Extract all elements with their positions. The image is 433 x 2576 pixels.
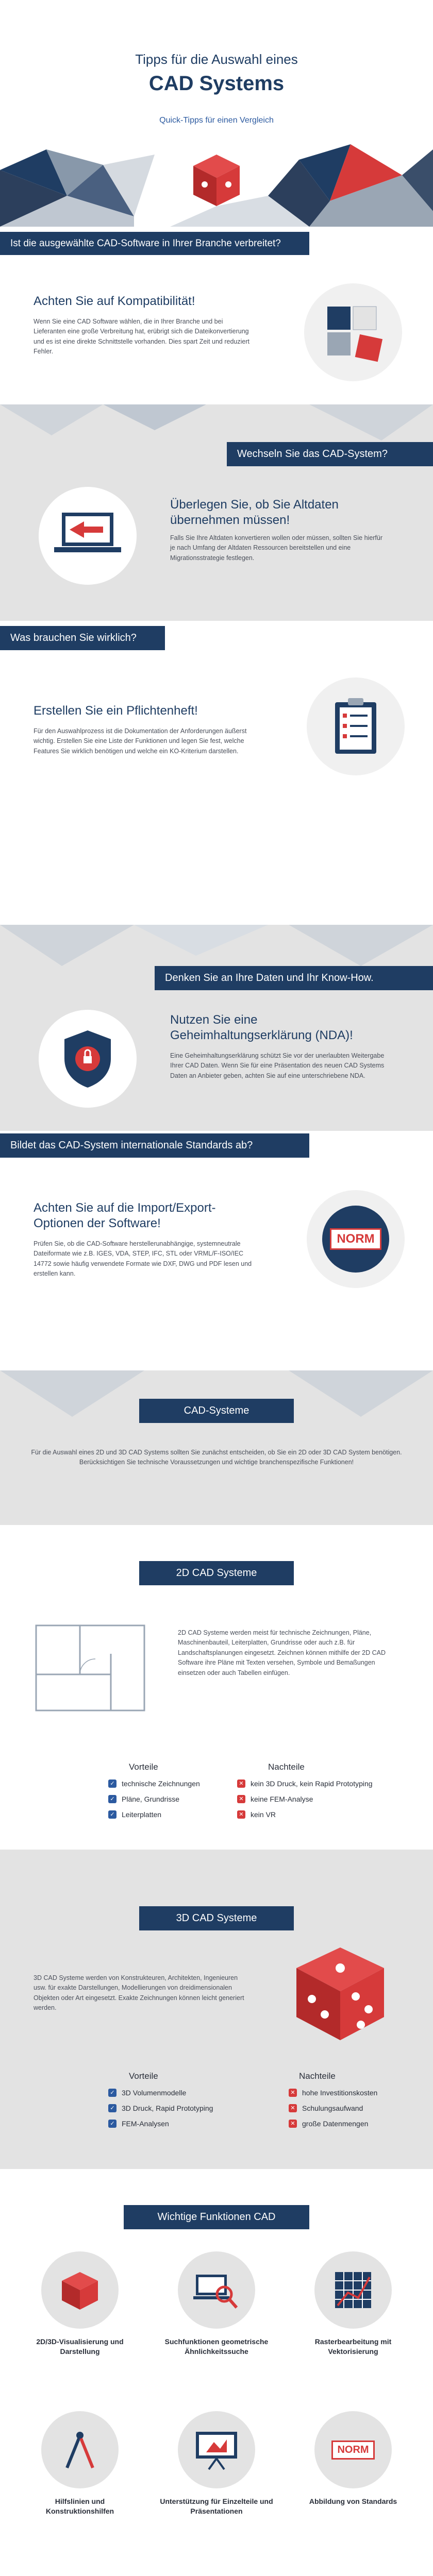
q4-text: Eine Geheimhaltungserklärung schützt Sie vor der unerlaubten Weitergabe Ihrer CAD Daten. Wenn Sie für eine Präsentation des neuen CAD Systems Daten an Anbieter geben, achten Sie auf eine unterschriebene NDA. (170, 1052, 385, 1079)
norm-icon (307, 1190, 405, 1288)
norm-badge: NORM (330, 1228, 381, 1250)
functions-section (0, 2169, 433, 2576)
cad3d-con-item: ✕ hohe Investitionskosten (289, 2089, 412, 2097)
function-card: Unterstützung für Einzelteile und Präsentationen (160, 2411, 273, 2516)
q3-section (0, 649, 433, 804)
function-card: 2D/3D-Visualisierung und Darstellung (23, 2251, 137, 2357)
cad2d-pro-item: ✓ technische Zeichnungen (108, 1780, 222, 1788)
cad2d-cons (237, 1762, 392, 1826)
check-icon: ✓ (108, 1795, 116, 1803)
cad3d-pro-item: ✓ 3D Druck, Rapid Prototyping (108, 2104, 222, 2112)
cad2d-con-item: ✕ keine FEM-Analyse (237, 1795, 392, 1803)
page-title-line1: Tipps für die Auswahl eines (135, 52, 298, 67)
q5-banner: Bildet das CAD-System internationale Standards ab? (0, 1133, 309, 1158)
q4-banner: Denken Sie an Ihre Daten und Ihr Know-How. (155, 966, 433, 990)
cad3d-pro-item: ✓ FEM-Analysen (108, 2120, 222, 2128)
presentation-icon (193, 2429, 240, 2470)
magnifier-icon (193, 2269, 240, 2311)
q5-text: Prüfen Sie, ob die CAD-Software herstellerunabhängige, systemneutrale Dateiformate wie z.B. IGES, VDA, STEP, IFC, STL oder VRML/F-ISO/IEC 14772 sowie häufig verwendete Formate wie DXF, DWG und PDF lesen und erstellen kann. (34, 1240, 252, 1278)
systems-section (0, 1370, 433, 1525)
systems-text: Für die Auswahl eines 2D und 3D CAD Systems sollten Sie zunächst entscheiden, ob Sie ein 2D oder 3D CAD System benötigen. Berücksichtigen Sie technische Voraussetzungen und wichtige branchenspezifische Funktionen! (31, 1449, 402, 1466)
cad3d-section (0, 1850, 433, 2169)
check-icon: ✓ (108, 2120, 116, 2128)
cad3d-con-item: ✕ große Datenmengen (289, 2120, 412, 2128)
q2-text: Falls Sie Ihre Altdaten konvertieren wollen oder müssen, sollten Sie hierfür je nach Umfang der Altdaten Ressourcen bereitstellen und eine Migrationsstrategie festlegen. (170, 534, 383, 562)
low-poly-banner (0, 139, 433, 227)
cad3d-text: 3D CAD Systeme werden von Konstrukteuren, Architekten, Ingenieuren usw. für exakte Darstellungen, Modellierungen von dreidimensionalen Objekten oder Art eingesetzt. Exakte Zeichnungen können leicht generiert werden. (34, 1974, 244, 2012)
cross-icon: ✕ (289, 2120, 297, 2128)
cad2d-con-item: ✕ kein 3D Druck, kein Rapid Prototyping (237, 1780, 392, 1788)
floorplan-icon (34, 1623, 147, 1713)
cross-icon: ✕ (237, 1810, 245, 1819)
grid-icon (332, 2269, 374, 2311)
cube-icon (289, 1942, 392, 2045)
compass-icon (59, 2429, 101, 2470)
q1-section (0, 255, 433, 404)
q3-text: Für den Auswahlprozess ist die Dokumentation der Anforderungen äußerst wichtig. Erstellen Sie eine Liste der Funktionen und legen Sie fest, welche Features Sie wirklich benötigen und welche ein KO-Kriterium darstellen. (34, 727, 247, 755)
cross-icon: ✕ (237, 1795, 245, 1803)
puzzle-icon (304, 283, 402, 381)
q1-banner: Ist die ausgewählte CAD-Software in Ihrer Branche verbreitet? (0, 232, 309, 256)
cad2d-pro-item: ✓ Leiterplatten (108, 1810, 222, 1819)
check-icon: ✓ (108, 2104, 116, 2112)
q1-text: Wenn Sie eine CAD Software wählen, die in Ihrer Branche und bei Lieferanten eine große Verbreitung hat, erübrigt sich die Dateikonvertierung und es ist eine direkte Schnittstelle vorhanden. Dies spart Zeit und reduziert Fehler. (34, 318, 249, 355)
function-card: Hilfslinien und Konstruktionshilfen (23, 2411, 137, 2516)
function-card: Rasterbearbeitung mit Vektorisierung (296, 2251, 410, 2357)
q2-section (0, 404, 433, 621)
cad2d-section (0, 1525, 433, 1850)
function-card: NORM Abbildung von Standards (296, 2411, 410, 2506)
cad3d-pro-item: ✓ 3D Volumenmodelle (108, 2089, 222, 2097)
header (0, 0, 433, 227)
q2-heading: Überlegen Sie, ob Sie Altdaten übernehmen müssen! (170, 498, 339, 527)
q4-section (0, 925, 433, 1131)
cad2d-pro-item: ✓ Pläne, Grundrisse (108, 1795, 222, 1803)
cad2d-pros (108, 1762, 222, 1826)
q5-heading: Achten Sie auf die Import/Export-Optionen der Software! (34, 1201, 216, 1230)
q3-banner: Was brauchen Sie wirklich? (0, 626, 165, 650)
cross-icon: ✕ (289, 2104, 297, 2112)
functions-banner: Wichtige Funktionen CAD (124, 2205, 309, 2229)
cad2d-banner: 2D CAD Systeme (139, 1561, 294, 1585)
laptop-icon (39, 487, 137, 585)
page-title: CAD Systems (148, 72, 285, 95)
cad3d-cons-title: Nachteile (299, 2071, 336, 2081)
q4-poly-decoration (0, 925, 433, 971)
function-card: Suchfunktionen geometrische Ähnlichkeitssuche (160, 2251, 273, 2357)
clipboard-icon (307, 677, 405, 775)
cad3d-banner: 3D CAD Systeme (139, 1906, 294, 1930)
check-icon: ✓ (108, 1810, 116, 1819)
cad3d-con-item: ✕ Schulungsaufwand (289, 2104, 412, 2112)
cad2d-cons-title: Nachteile (268, 1762, 305, 1772)
check-icon: ✓ (108, 2089, 116, 2097)
cad3d-pros (108, 2071, 222, 2135)
q4-heading: Nutzen Sie eine Geheimhaltungserklärung (NDA)! (170, 1013, 353, 1042)
cross-icon: ✕ (289, 2089, 297, 2097)
q1-heading: Achten Sie auf Kompatibilität! (34, 294, 195, 308)
q2-poly-decoration (0, 404, 433, 446)
cross-icon: ✕ (237, 1780, 245, 1788)
page-subtitle: Quick-Tipps für einen Vergleich (159, 116, 274, 125)
shield-icon (39, 1010, 137, 1108)
cad3d-cons (289, 2071, 412, 2135)
q2-banner: Wechseln Sie das CAD-System? (227, 442, 433, 466)
cad2d-pros-title: Vorteile (129, 1762, 158, 1772)
q5-section (0, 1157, 433, 1311)
check-icon: ✓ (108, 1780, 116, 1788)
cube-icon (193, 155, 240, 206)
cad3d-pros-title: Vorteile (129, 2071, 158, 2081)
cube-icon (59, 2269, 101, 2311)
cad2d-text: 2D CAD Systeme werden meist für technische Zeichnungen, Pläne, Maschinenbauteil, Leiterplatten, Grundrisse oder auch z.B. für Landschaftsplanungen eingesetzt. Zeichnen können mithilfe der 2D CAD Software ihre Pläne mit Texten versehen, Symbole und Bemaßungen einsetzen oder auch Tabellen einfügen. (178, 1629, 386, 1676)
systems-banner: CAD-Systeme (139, 1399, 294, 1423)
norm-icon: NORM (331, 2441, 374, 2460)
q3-heading: Erstellen Sie ein Pflichtenheft! (34, 704, 198, 718)
cad2d-con-item: ✕ kein VR (237, 1810, 392, 1819)
